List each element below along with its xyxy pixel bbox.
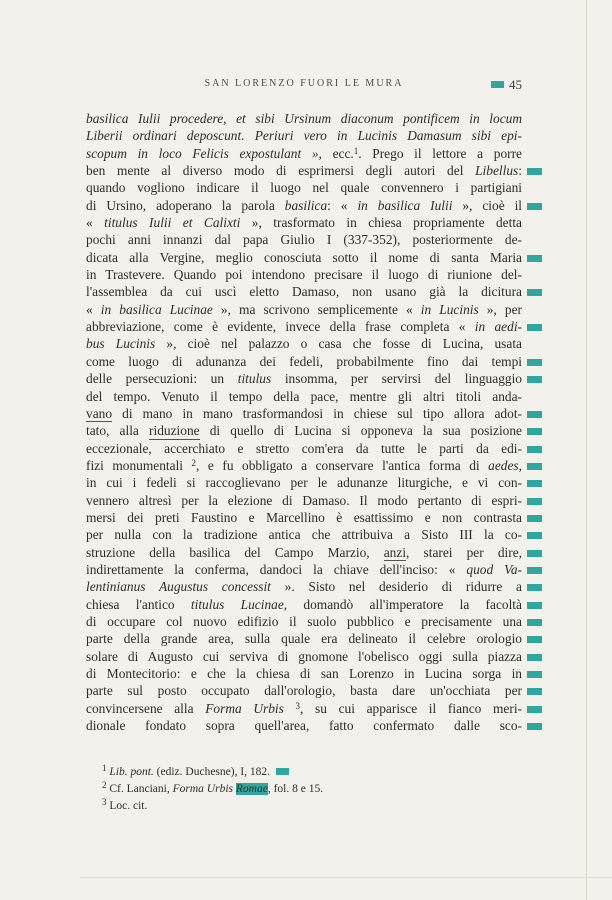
text-segment: , su cui apparisce il fianco meri- — [300, 700, 523, 716]
highlight-mark — [527, 532, 542, 539]
highlight-mark — [527, 636, 542, 643]
text-segment: , starei per dire, — [406, 544, 522, 560]
text-segment: Lib. pont. — [109, 766, 154, 778]
text-segment: ben mente al diverso modo di esprimersi degli autori del — [86, 163, 476, 179]
highlight-mark — [527, 723, 542, 730]
highlight-mark — [527, 411, 542, 418]
text-segment: », trasformato in chiesa propriamente detta — [240, 215, 522, 231]
text-segment: convincersene alla — [86, 700, 206, 716]
scan-edge-horizontal — [80, 877, 612, 878]
footnote-ref: 3 — [295, 700, 301, 711]
text-segment: Cf. Lanciani, — [106, 783, 173, 796]
text-line — [86, 266, 522, 283]
text-line — [86, 578, 522, 595]
underlined-text: anzi — [383, 544, 407, 560]
text-line — [86, 301, 522, 318]
text-segment: di Montecitorio: e che la chiesa di san Lorenzo in Lucina sorga in — [86, 666, 522, 681]
highlight-mark — [527, 671, 542, 678]
text-segment: Liberii ordinari deposcunt. Periuri vero in Lucinis Damasum sibi epi- — [86, 128, 522, 144]
highlight-mark — [527, 359, 542, 366]
text-segment: in basilica Lucinae — [100, 301, 213, 317]
text-segment: l'assemblea da cui uscì eletto Damaso, non usano già la dicitura — [86, 284, 522, 300]
text-segment: chiesa l'antico — [86, 596, 191, 612]
page-number: 45 — [509, 77, 522, 92]
text-segment: titulus Lucinae — [190, 596, 284, 612]
footnote-ref: 2 — [191, 457, 197, 468]
text-segment: », per — [478, 301, 522, 317]
text-segment: struzione della basilica del Campo Marzio, — [86, 544, 384, 560]
highlight-mark — [527, 324, 542, 331]
text-line — [86, 162, 522, 179]
text-line — [86, 110, 522, 127]
highlight-mark — [527, 203, 542, 210]
text-segment: in Lucinis — [420, 301, 479, 317]
text-segment: indirettamente la conferma, dandoci la chiave dell'inciso: « — [86, 561, 467, 577]
text-line — [86, 335, 522, 352]
text-segment: parte della grande area, sulla quale era delineato il celebre orologio — [86, 631, 522, 647]
running-title: SAN LORENZO FUORI LE MURA — [204, 78, 404, 89]
page-header — [86, 78, 522, 94]
text-segment: per nulla con la tradizione antica che attribuiva a Sisto III la co- — [86, 527, 522, 543]
text-line — [86, 145, 522, 162]
text-segment: mersi dei preti Faustino e Marcellino è esattissimo e non contrasta — [86, 509, 522, 525]
text-segment: lentinianus Augustus concessit — [86, 579, 271, 595]
text-segment: in Trastevere. Quando poi intendono precisare il luogo di riunione del- — [86, 267, 522, 283]
footnote-ref: 1 — [353, 145, 359, 156]
text-segment: », cioè il — [452, 197, 523, 213]
text-segment: dionale fondato sopra quell'area, fatto confermato dalle sco- — [86, 718, 522, 734]
text-segment: fizi monumentali — [86, 457, 192, 473]
text-line — [86, 492, 522, 509]
text-line — [86, 544, 522, 561]
text-segment: insomma, per servirsi del linguaggio — [271, 371, 522, 387]
text-segment — [284, 701, 296, 716]
highlight-mark — [527, 688, 542, 695]
underlined-text: riduzione — [149, 423, 200, 439]
footnote-ref: 2 — [102, 780, 107, 791]
text-line — [86, 682, 522, 699]
text-segment: in aedi- — [474, 319, 523, 335]
text-segment: di Ursino, adoperano la parola — [86, 197, 285, 213]
text-segment: . Prego il lettore a porre — [358, 145, 523, 161]
text-segment: solare di Augusto cui serviva di gnomone l'obelisco oggi sulla piazza — [86, 648, 522, 664]
text-line — [86, 127, 522, 144]
text-segment: di mano in mano trasformandosi in chiese sul tipo allora adot- — [112, 405, 522, 421]
text-segment: in basilica Iulii — [357, 197, 453, 213]
text-line — [86, 665, 522, 682]
text-segment: vennero altresì per la elezione di Damaso. Il modo pertanto di espri- — [86, 492, 522, 508]
highlight-mark — [527, 654, 542, 661]
text-line — [86, 405, 522, 422]
text-segment: : — [518, 163, 522, 179]
text-segment: di quello di Lucina si opponeva la sua posizione — [199, 423, 523, 439]
text-line — [86, 781, 522, 798]
text-segment: basilica Iulii procedere, et sibi Ursinum diaconum pontificem in locum — [86, 111, 522, 126]
highlight-mark — [527, 550, 542, 557]
highlight-mark — [527, 428, 542, 435]
text-segment: di occupare col nuovo edifizio il suolo pubblico e precisamente una — [86, 613, 522, 629]
text-line — [86, 440, 522, 457]
text-segment: ». Sisto nel desiderio di ridurre a — [270, 579, 522, 595]
text-segment: , fol. 8 e 15. — [267, 783, 324, 796]
highlight-mark — [527, 619, 542, 626]
text-line — [86, 509, 522, 526]
text-segment: pochi anni innanzi dal papa Giulio I (337-352), posteriormente de- — [86, 232, 522, 248]
text-segment: delle persecuzioni: un — [86, 371, 238, 387]
text-segment: , e fu obbligato a conservare l'antica forma di — [196, 457, 489, 473]
text-line — [86, 798, 522, 815]
footnotes — [86, 764, 522, 816]
highlight-mark — [527, 567, 542, 574]
text-line — [86, 283, 522, 300]
text-segment: ecc. — [332, 145, 354, 161]
highlight-mark — [527, 463, 542, 470]
text-segment: eccezionale, accerchiato e stretto com'era da tutte le parti da edi- — [86, 440, 522, 456]
text-segment: Forma Urbis — [205, 700, 284, 716]
text-segment: quod Va- — [466, 561, 522, 577]
text-line — [86, 700, 522, 717]
text-segment: come luogo di adunanza dei fedeli, probabilmente fino dai tempi — [86, 353, 522, 369]
text-line — [86, 370, 522, 387]
underlined-text: vano — [86, 405, 113, 421]
highlight-mark — [527, 168, 542, 175]
scan-edge-vertical — [586, 0, 587, 900]
footnote-ref: 3 — [102, 797, 107, 808]
text-line — [86, 318, 522, 335]
text-line — [86, 457, 522, 474]
footnote-ref: 1 — [102, 763, 107, 773]
text-line — [86, 526, 522, 543]
text-segment: titulus — [237, 371, 272, 387]
text-line — [86, 249, 522, 266]
text-segment: basilica — [284, 197, 328, 213]
text-segment: », ma scrivono semplicemente « — [212, 301, 421, 317]
text-line — [86, 422, 522, 439]
highlight-mark — [527, 376, 542, 383]
highlight-mark — [527, 498, 542, 505]
text-segment: quando vogliono indicare il luogo nel quale convennero i partigiani — [86, 180, 522, 196]
highlight-mark — [527, 706, 542, 713]
text-segment: (ediz. Duchesne), I, 182. — [153, 766, 271, 778]
text-line — [86, 214, 522, 231]
highlighted-text: Romae — [235, 783, 268, 796]
text-segment: titulus Iulii et Calixti — [104, 215, 241, 231]
text-line — [86, 353, 522, 370]
highlight-mark — [527, 515, 542, 522]
highlight-mark — [527, 289, 542, 296]
text-segment: in cui i fedeli si raccoglievano per le adunanze liturgiche, e vi con- — [86, 475, 522, 491]
text-segment: del tempo. Venuto il tempo della pace, mentre gli altri titoli anda- — [86, 388, 522, 404]
text-segment: abbreviazione, come è evidente, invece della frase completa « — [86, 319, 475, 335]
text-segment: « — [86, 215, 105, 231]
text-segment: aedes — [488, 457, 519, 473]
highlight-mark — [491, 81, 504, 88]
text-line — [86, 474, 522, 491]
text-line — [86, 179, 522, 196]
body-text — [86, 110, 522, 734]
text-segment: , — [518, 457, 523, 473]
text-segment: parte sul posto occupato dall'orologio, basta dare un'occhiata per — [86, 683, 522, 699]
text-segment: dicata alla Vergine, meglio conosciuta sotto il nome di santa Maria — [86, 249, 522, 265]
text-line — [86, 561, 522, 578]
text-line — [86, 648, 522, 665]
text-segment: », cioè nel palazzo o casa che fosse di Lucina, usata — [155, 336, 522, 352]
text-line — [86, 388, 522, 405]
text-segment: Loc. cit. — [106, 800, 148, 813]
highlight-mark — [527, 255, 542, 262]
text-segment: bus Lucinis — [86, 336, 156, 352]
page-number-area — [491, 77, 522, 93]
highlight-mark — [276, 768, 289, 775]
text-segment: : « — [327, 197, 358, 213]
text-segment: « — [86, 301, 101, 317]
text-line — [86, 717, 522, 734]
text-line — [86, 596, 522, 613]
highlight-mark — [527, 602, 542, 609]
highlight-mark — [527, 584, 542, 591]
highlight-mark — [527, 480, 542, 487]
highlight-mark — [527, 446, 542, 453]
text-line — [86, 197, 522, 214]
text-segment: Forma Urbis — [172, 783, 236, 796]
text-segment: Libellus — [475, 163, 519, 179]
text-segment: scopum in loco Felicis expostulant », — [86, 145, 333, 161]
text-segment: , domandò all'imperatore la facoltà — [283, 596, 522, 612]
text-line — [86, 630, 522, 647]
text-line — [86, 613, 522, 630]
text-line — [86, 231, 522, 248]
text-segment: tato, alla — [86, 423, 150, 439]
text-line — [86, 764, 522, 781]
